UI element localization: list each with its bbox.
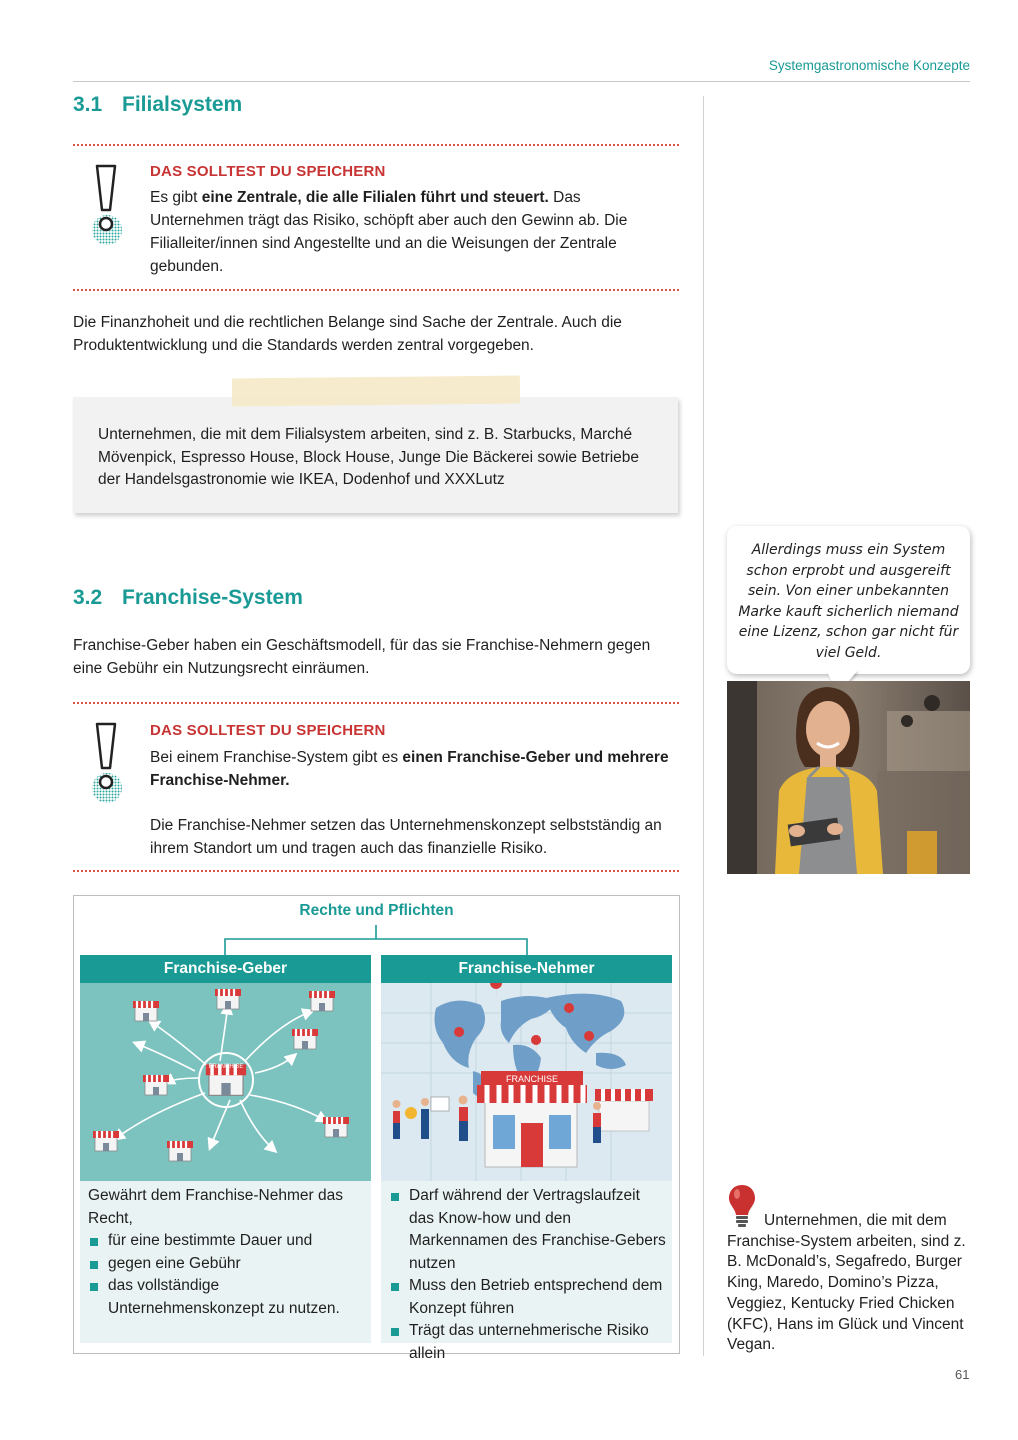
column-divider xyxy=(703,96,704,1356)
list-item: gegen eine Gebühr xyxy=(88,1253,366,1276)
dotted-divider xyxy=(73,870,679,872)
list-item: Trägt das unternehmerische Risiko allein xyxy=(389,1320,669,1365)
note-text-part: Bei einem Franchise-System gibt es xyxy=(150,749,403,766)
example-text: Unternehmen, die mit dem Filialsystem arbeiten, sind z. B. Starbucks, Marché Mövenpick, Espresso House, Block House, Junge Die Bäckerei sowie Betriebe der Handelsgastronomie wie IKEA, Dodenhof und XXXLutz xyxy=(98,426,640,488)
exclamation-icon xyxy=(84,718,130,804)
exclamation-icon xyxy=(84,160,130,246)
note-text-bold: eine Zentrale, die alle Filialen führt und steuert. xyxy=(201,189,549,206)
list-item: Darf während der Vertragslaufzeit das Know-how und den Markennamen des Franchise-Gebers nutzen xyxy=(389,1185,669,1275)
section-title: Filialsystem xyxy=(122,93,243,116)
note-text-2: Die Franchise-Nehmer setzen das Unternehmenskonzept selbstständig an ihrem Standort um und tragen auch das finanzielle Risiko. xyxy=(150,817,662,857)
section-heading-filialsystem xyxy=(73,93,242,117)
note-label: DAS SOLLTEST DU SPEICHERN xyxy=(150,722,386,739)
tip-text: Unternehmen, die mit dem Franchise-System arbeiten, sind z. B. McDonald’s, Segafredo, Burger King, Maredo, Domino’s Pizza, Veggiez, Kentucky Fried Chicken (KFC), Hans im Glück und Vincent Vegan. xyxy=(727,1212,966,1354)
store-graphic xyxy=(381,983,672,1181)
diagram-bracket xyxy=(224,925,528,955)
section-number: 3.1 xyxy=(73,93,103,116)
speech-bubble-text: Allerdings muss ein System schon erprobt und ausgereift sein. Von einer unbekannten Marke kauft sicherlich niemand eine Lizenz, schon gar nicht für viel Geld. xyxy=(738,542,959,661)
note-text-bold: einen Franchise-Geber und mehrere Franchise-Nehmer. xyxy=(150,749,669,789)
diagram-title: Rechte und Pflichten xyxy=(299,902,454,919)
note-text-part: Das Unternehmen trägt das Risiko, schöpft aber auch den Gewinn ab. Die Filialleiter/innen sind Angestellte und an die Weisungen der Zentrale gebunden. xyxy=(150,189,628,275)
running-header: Systemgastronomische Konzepte xyxy=(768,58,970,73)
franchise-geber-text xyxy=(88,1185,366,1320)
note-text xyxy=(150,186,670,278)
list-item: Muss den Betrieb entsprechend dem Konzept führen xyxy=(389,1275,669,1320)
franchise-geber-list xyxy=(88,1230,366,1320)
dotted-divider xyxy=(73,702,679,704)
dotted-divider xyxy=(73,289,679,291)
section-heading-franchise xyxy=(73,586,303,610)
store-sign: FRANCHISE xyxy=(208,1064,244,1070)
note-text-part: Es gibt xyxy=(150,189,202,206)
dotted-divider xyxy=(73,144,679,146)
store-sign: FRANCHISE xyxy=(505,1074,559,1084)
list-item: für eine bestimmte Dauer und xyxy=(88,1230,366,1253)
column-header-franchise-geber: Franchise-Geber xyxy=(80,955,371,983)
section-title: Franchise-System xyxy=(122,586,303,609)
paragraph-franchise-intro: Franchise-Geber haben ein Geschäftsmodell, für das sie Franchise-Nehmern gegen eine Gebühr ein Nutzungsrecht einräumen. xyxy=(73,637,651,677)
franchise-nehmer-list xyxy=(389,1185,669,1365)
franchise-geber-intro: Gewährt dem Franchise-Nehmer das Recht, xyxy=(88,1187,343,1227)
page-number: 61 xyxy=(955,1367,970,1382)
paragraph-finanzhoheit: Die Finanzhoheit und die rechtlichen Belange sind Sache der Zentrale. Auch die Produktentwicklung und die Standards werden zentral vorgegeben. xyxy=(73,314,622,354)
franchise-network-illustration xyxy=(80,983,371,1181)
waitress-photo-graphic xyxy=(727,681,970,874)
section-number: 3.2 xyxy=(73,586,103,609)
header-rule xyxy=(73,81,970,82)
list-item: das vollständige Unternehmenskonzept zu nutzen. xyxy=(88,1275,366,1320)
note-text xyxy=(150,746,670,792)
waitress-photo xyxy=(727,681,970,874)
network-graphic xyxy=(80,983,371,1181)
franchise-nehmer-text xyxy=(389,1185,669,1365)
column-header-franchise-nehmer: Franchise-Nehmer xyxy=(381,955,672,983)
franchise-store-illustration xyxy=(381,983,672,1181)
note-label: DAS SOLLTEST DU SPEICHERN xyxy=(150,163,386,180)
tape-decoration xyxy=(232,375,520,406)
